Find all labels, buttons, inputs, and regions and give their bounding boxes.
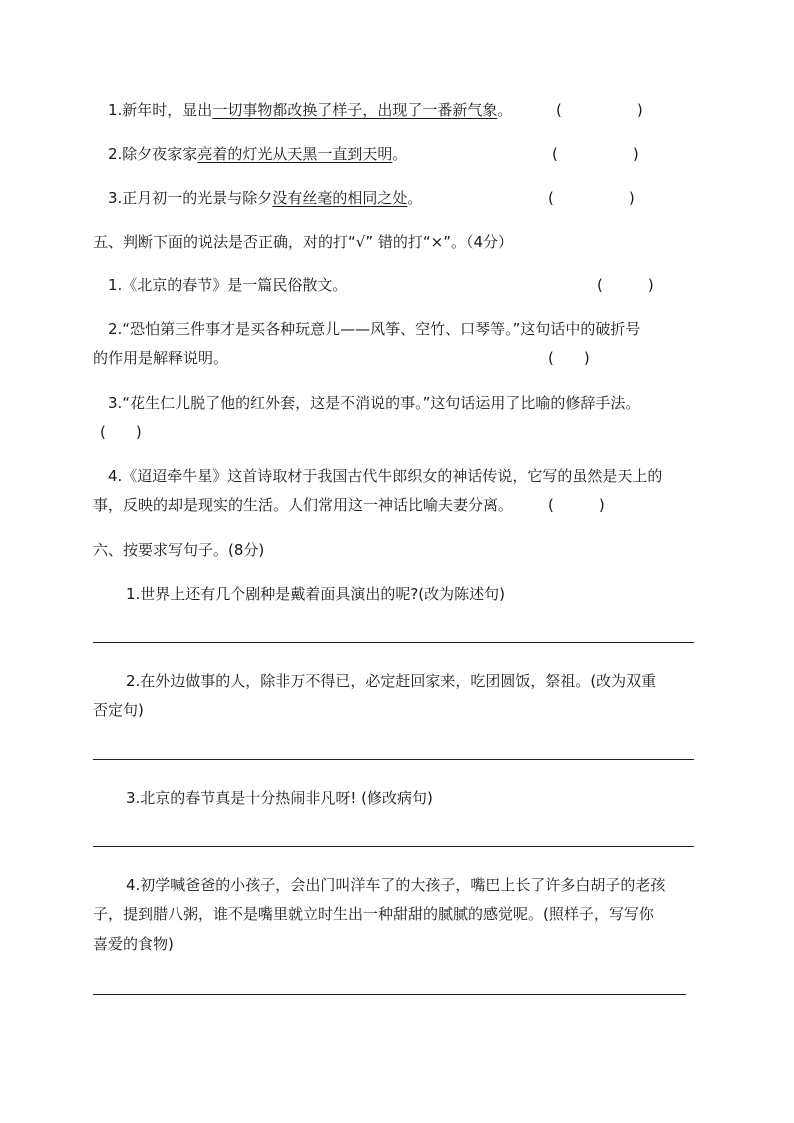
q6-item-2-answer-line[interactable] <box>93 759 694 760</box>
q5-item-1-answer-blank[interactable]: ( ) <box>597 276 654 294</box>
q4-item-2-answer-blank[interactable]: ( ) <box>552 145 639 163</box>
q4-item-2-text: 2.除夕夜家家 <box>108 145 198 163</box>
q4-item-3-underlined: 没有丝毫的相同之处 <box>272 189 408 207</box>
q5-item-2-line-1: 2.“恐怕第三件事才是买各种玩意儿——风筝、空竹、口琴等。”这句话中的破折号 <box>108 320 641 338</box>
q6-item-1: 1.世界上还有几个剧种是戴着面具演出的呢?(改为陈述句) <box>126 585 505 603</box>
q6-item-4-answer-line[interactable] <box>93 994 686 995</box>
q5-item-4-answer-blank[interactable]: ( ) <box>548 496 605 514</box>
q4-item-3-answer-blank[interactable]: ( ) <box>548 189 635 207</box>
q6-item-3-answer-line[interactable] <box>93 846 694 847</box>
q6-item-4-line-3: 喜爱的食物) <box>93 935 174 953</box>
q6-item-3: 3.北京的春节真是十分热闹非凡呀! (修改病句) <box>126 789 433 807</box>
q5-item-4-line-2: 事，反映的却是现实的生活。人们常用这一神话比喻夫妻分离。 <box>93 496 514 514</box>
q5-item-1: 1.《北京的春节》是一篇民俗散文。 <box>108 276 348 294</box>
q6-item-2-line-2: 否定句) <box>93 701 144 719</box>
q5-item-3-line-1: 3.“花生仁儿脱了他的红外套，这是不消说的事。”这句话运用了比喻的修辞手法。 <box>108 394 641 412</box>
q4-item-2: 2.除夕夜家家亮着的灯光从天黑一直到天明。 <box>108 145 408 163</box>
q4-item-3: 3.正月初一的光景与除夕没有丝毫的相同之处。 <box>108 189 423 207</box>
q6-item-1-answer-line[interactable] <box>93 642 694 643</box>
q5-item-2-line-2: 的作用是解释说明。 <box>93 349 229 367</box>
section-5-heading: 五、判断下面的说法是否正确，对的打“√” 错的打“×”。（4分） <box>93 233 514 251</box>
q4-item-3-text: 3.正月初一的光景与除夕 <box>108 189 273 207</box>
q5-item-2-answer-blank[interactable]: ( ) <box>548 349 590 367</box>
q6-item-2-line-1: 2.在外边做事的人，除非万不得已，必定赶回家来，吃团圆饭，祭祖。(改为双重 <box>126 672 657 690</box>
q6-item-4-line-1: 4.初学喊爸爸的小孩子，会出门叫洋车了的大孩子，嘴巴上长了许多白胡子的老孩 <box>126 876 666 894</box>
section-6-heading: 六、按要求写句子。(8分) <box>93 541 265 559</box>
q5-item-4-line-1: 4.《迢迢牵牛星》这首诗取材于我国古代牛郎织女的神话传说，它写的虽然是天上的 <box>108 467 663 485</box>
q4-item-1-text: 1.新年时，显出 <box>108 101 213 119</box>
q5-item-3-answer-blank[interactable]: ( ) <box>100 423 142 441</box>
q4-item-2-underlined: 亮着的灯光从天黑一直到天明 <box>197 145 393 163</box>
q6-item-4-line-2: 子，提到腊八粥，谁不是嘴里就立时生出一种甜甜的腻腻的感觉呢。(照样子，写写你 <box>93 905 654 923</box>
q4-item-1-answer-blank[interactable]: ( ) <box>556 101 643 119</box>
q4-item-1-underlined: 一切事物都改换了样子，出现了一番新气象 <box>212 101 498 119</box>
q4-item-1: 1.新年时，显出一切事物都改换了样子，出现了一番新气象。 <box>108 101 513 119</box>
